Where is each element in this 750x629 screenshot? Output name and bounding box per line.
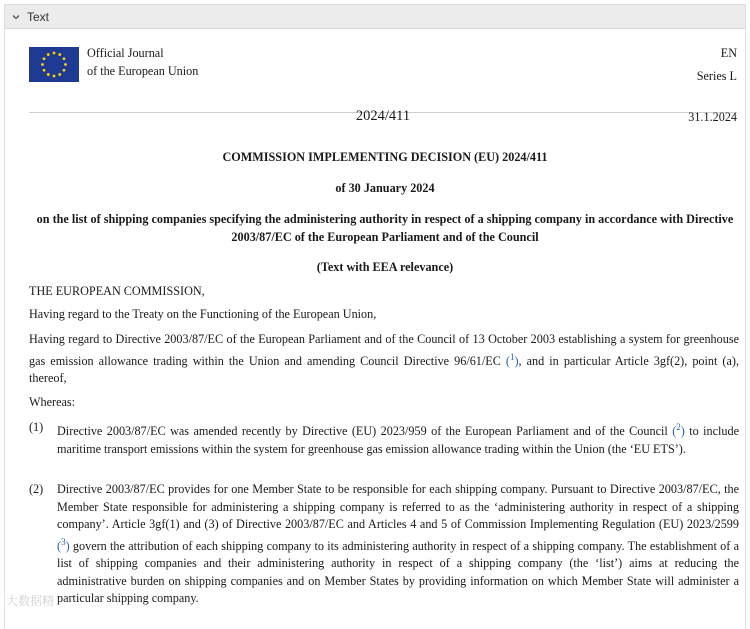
star [47, 53, 50, 56]
footnote-link-3[interactable]: ($^3$) [57, 536, 70, 553]
preamble-directive [29, 331, 739, 388]
decision-subject: on the list of shipping companies specifying the administering authority in respect of a shipping company in accordance with Directive 2003/87/EC of the European Parliament and of the Council [36, 212, 734, 244]
recital-2 [29, 481, 739, 608]
star [63, 57, 66, 60]
eu-flag-icon [29, 47, 79, 82]
oj-title [87, 45, 198, 80]
preamble-directive-text-end: , and in particular Article 3gf(2), point (a), thereof, [29, 353, 740, 386]
recital-number: (2) [29, 482, 44, 496]
star [53, 75, 56, 78]
preamble-treaty: Having regard to the Treaty on the Functioning of the European Union, [29, 307, 377, 321]
document-frame [4, 29, 746, 629]
oj-title-line2: of the European Union [87, 63, 199, 78]
preamble-commission: THE EUROPEAN COMMISSION, [29, 284, 205, 298]
star [43, 69, 46, 72]
decision-date: of 30 January 2024 [335, 181, 435, 195]
section-label: Text [27, 9, 50, 24]
star [64, 63, 67, 66]
star [58, 53, 61, 56]
star [53, 52, 56, 55]
star [63, 69, 66, 72]
star [41, 63, 44, 66]
watermark: 大数据精 [6, 594, 55, 608]
text-section-toggle[interactable] [4, 4, 746, 29]
footnote-link-1[interactable]: ($^1$) [505, 351, 519, 368]
oj-meta [697, 45, 737, 85]
decision-title: COMMISSION IMPLEMENTING DECISION (EU) 2024/411 [222, 150, 548, 164]
series-label: Series L [696, 68, 737, 83]
whereas: Whereas: [29, 395, 76, 409]
recital-text: Directive 2003/87/EC provides for one Member State to be responsible for each shipping company. Pursuant to Directive 2003/87/EC, the Member State responsible for administering a shipping company is referred to as the ‘administering authority in respect of a shipping company’. Article 3gf(1) and (3) of Directive 2003/87/EC and Articles 4 and 5 of Commission Implementing Regulation (EU) 2023/2599 ($^3$) govern the attribution of each shipping company to its administering authority in respect of a shipping company. The establishment of a list of shipping companies and their administering authority in respect of a shipping company (the ‘list’) aims at reducing the administrative burden on shipping companies and on Member States by providing information on which Member State will administer a particular shipping company. [57, 482, 739, 606]
preamble-directive-text: Having regard to Directive 2003/87/EC of the European Parliament and of the Council of 13 October 2003 establishing a system for greenhouse gas emission allowance trading within the Union and amending Council Directive 96/61/EC [29, 332, 739, 368]
eea-relevance: (Text with EEA relevance) [316, 260, 454, 274]
chevron-down-icon [11, 12, 21, 22]
recital-text: Directive 2003/87/EC was amended recently by Directive (EU) 2023/959 of the European Parliament and of the Council ($^2$) to include maritime transport emissions within the system for greenhouse gas emission allowance trading within the Union (the ‘EU ETS’). [57, 422, 739, 456]
oj-title-line1: Official Journal [87, 46, 164, 60]
doc-number: 2024/411 [355, 108, 411, 124]
star [47, 73, 50, 76]
star [58, 73, 61, 76]
publication-date: 31.1.2024 [688, 110, 737, 124]
star [43, 57, 46, 60]
recital-number: (1) [29, 420, 44, 434]
footnote-link-2[interactable]: ($^2$) [672, 422, 685, 439]
oj-header [29, 45, 741, 101]
language-code: EN [720, 46, 737, 60]
recital-1 [29, 419, 739, 458]
